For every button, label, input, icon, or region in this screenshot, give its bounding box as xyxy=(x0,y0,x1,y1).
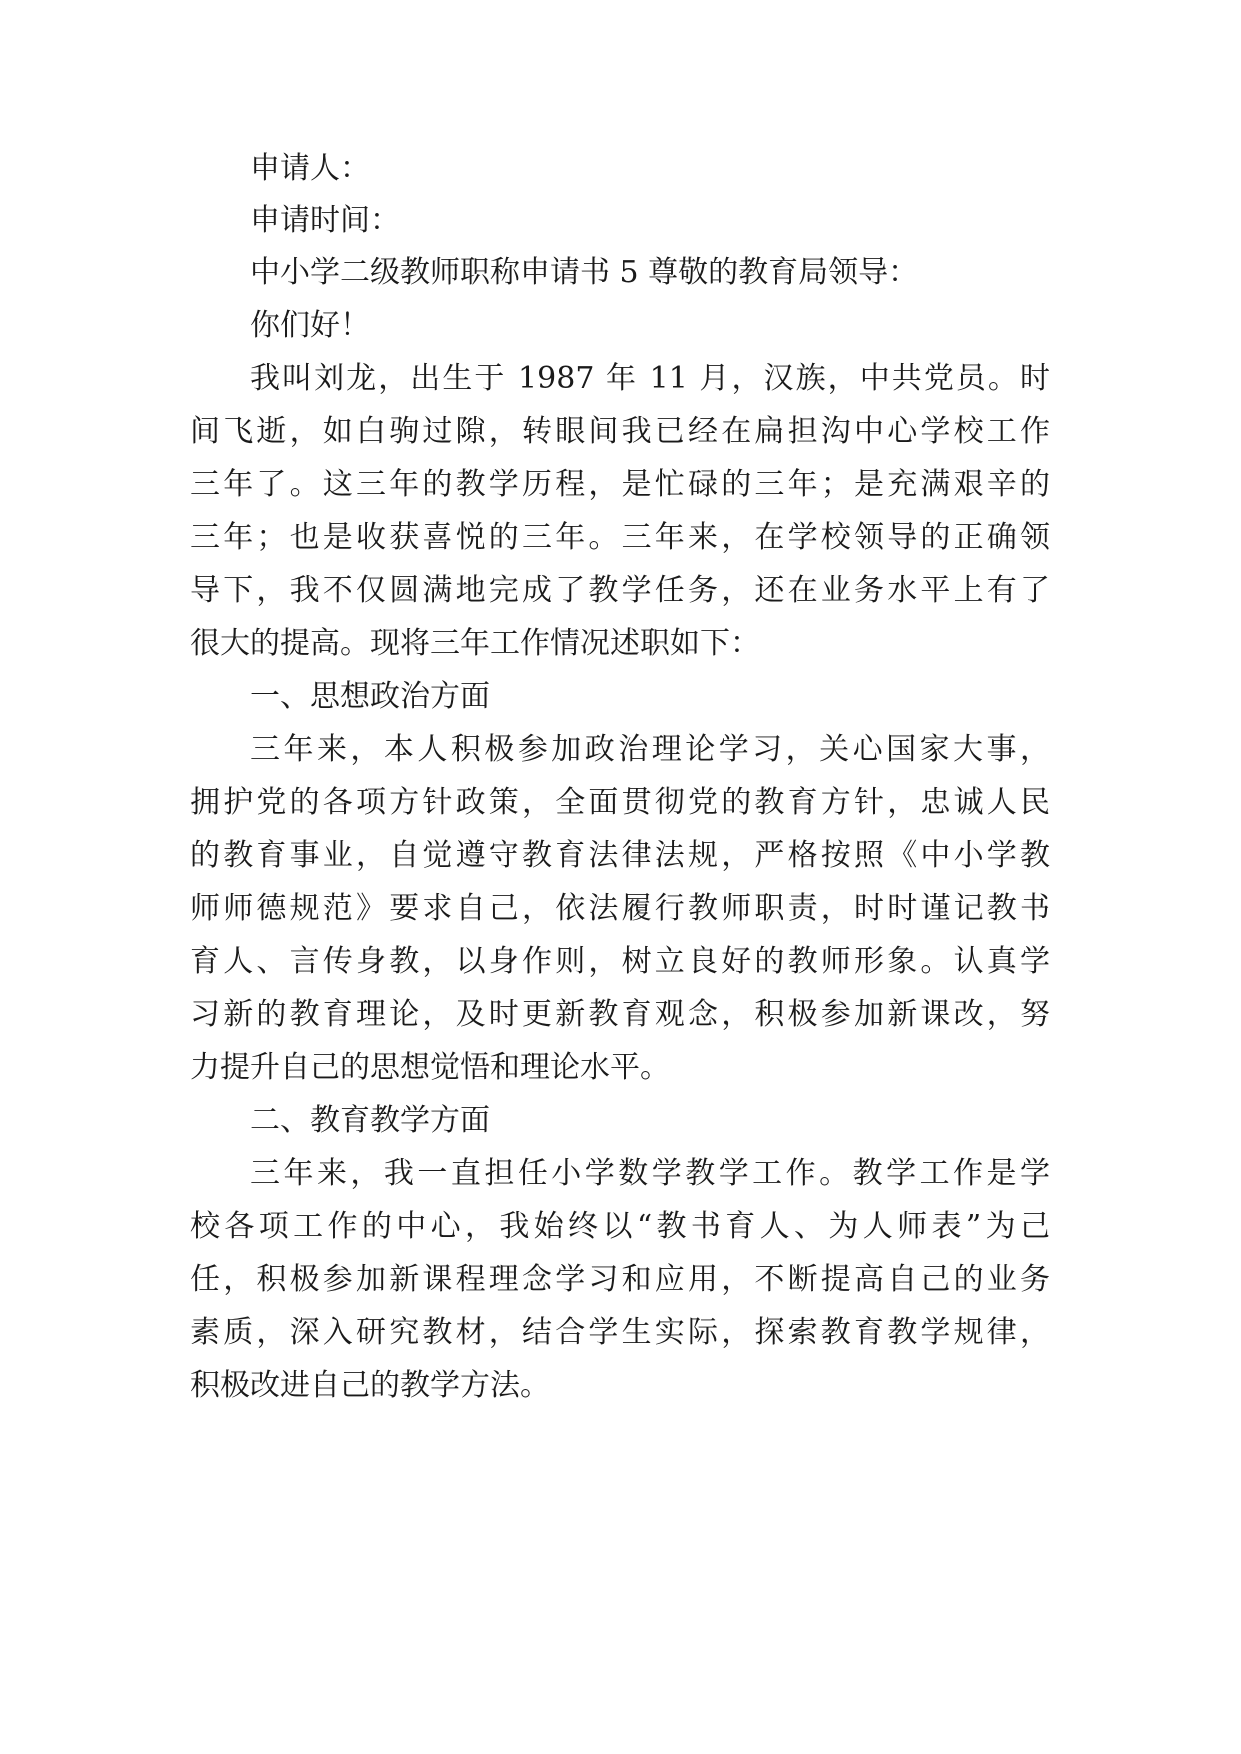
applicant-line: 申请人： xyxy=(250,151,370,186)
section-heading-2: 二、教育教学方面 xyxy=(250,1103,490,1138)
paragraph-2-line-1: 三年来，本人积极参加政治理论学习，关心国家大事， xyxy=(250,732,1050,767)
paragraph-3-line-4: 素质，深入研究教材，结合学生实际，探索教育教学规律， xyxy=(190,1315,1050,1350)
paragraph-1-line-5: 导下，我不仅圆满地完成了教学任务，还在业务水平上有了 xyxy=(190,573,1050,608)
section-heading-1: 一、思想政治方面 xyxy=(250,679,490,714)
paragraph-3-line-2: 校各项工作的中心，我始终以“教书育人、为人师表”为己 xyxy=(190,1209,1050,1244)
title-salutation-line: 中小学二级教师职称申请书 5 尊敬的教育局领导： xyxy=(250,255,919,290)
paragraph-2-line-3: 的教育事业，自觉遵守教育法律法规，严格按照《中小学教 xyxy=(190,838,1050,873)
paragraph-2-line-5: 育人、言传身教，以身作则，树立良好的教师形象。认真学 xyxy=(190,944,1050,979)
paragraph-3-line-1: 三年来，我一直担任小学数学教学工作。教学工作是学 xyxy=(250,1156,1050,1191)
paragraph-3-line-3: 任，积极参加新课程理念学习和应用，不断提高自己的业务 xyxy=(190,1262,1050,1297)
paragraph-2-line-7: 力提升自己的思想觉悟和理论水平。 xyxy=(190,1050,670,1085)
paragraph-2-line-6: 习新的教育理论，及时更新教育观念，积极参加新课改，努 xyxy=(190,997,1050,1032)
paragraph-2-line-2: 拥护党的各项方针政策，全面贯彻党的教育方针，忠诚人民 xyxy=(190,785,1050,820)
paragraph-1-line-1: 我叫刘龙，出生于 1987 年 11 月，汉族，中共党员。时 xyxy=(250,361,1050,396)
paragraph-3-line-5: 积极改进自己的教学方法。 xyxy=(190,1368,550,1403)
paragraph-1-line-3: 三年了。这三年的教学历程，是忙碌的三年；是充满艰辛的 xyxy=(190,467,1050,502)
paragraph-2-line-4: 师师德规范》要求自己，依法履行教师职责，时时谨记教书 xyxy=(190,891,1050,926)
paragraph-1-line-2: 间飞逝，如白驹过隙，转眼间我已经在扁担沟中心学校工作 xyxy=(190,414,1050,449)
application-date-line: 申请时间： xyxy=(250,203,400,238)
paragraph-1-line-4: 三年；也是收获喜悦的三年。三年来，在学校领导的正确领 xyxy=(190,520,1050,555)
paragraph-1-line-6: 很大的提高。现将三年工作情况述职如下： xyxy=(190,626,760,661)
greeting-line: 你们好！ xyxy=(250,308,370,343)
